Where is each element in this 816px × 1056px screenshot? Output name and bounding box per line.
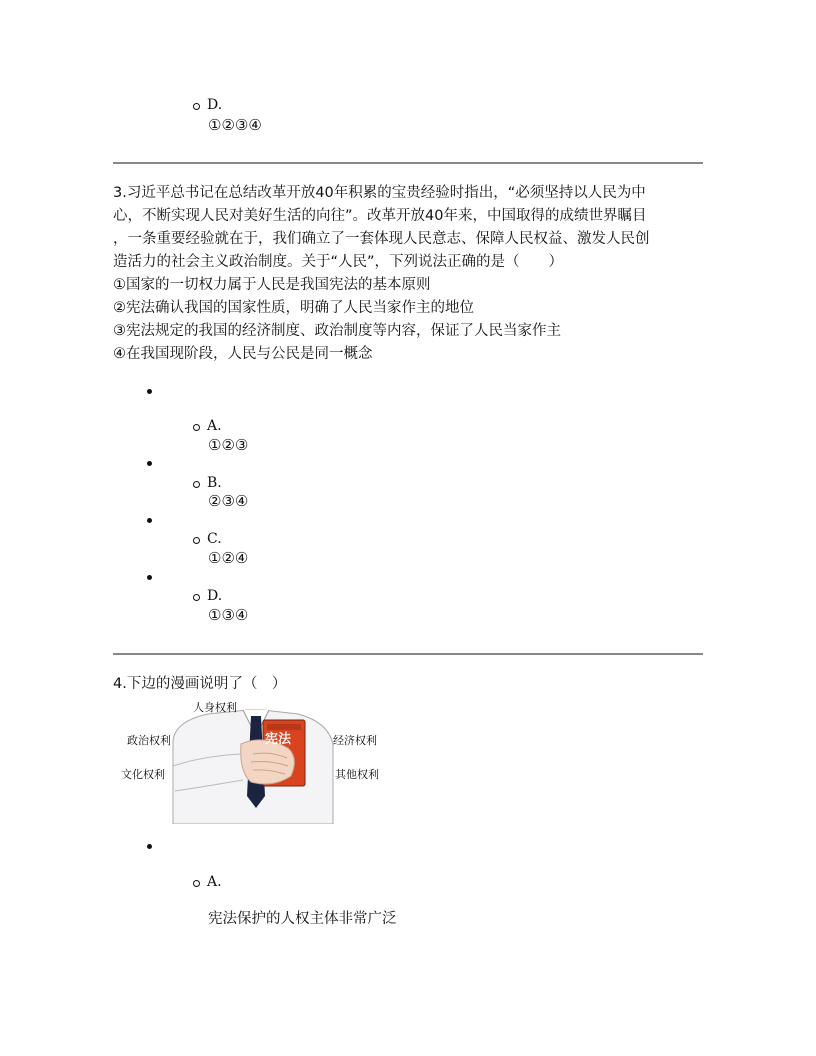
q3-line: 心，不断实现人民对美好生活的向往”。改革开放40年来，中国取得的成绩世界瞩目 — [113, 208, 647, 224]
label-political-rights: 政治权利 — [127, 734, 171, 747]
option-a-answer[interactable]: 宪法保护的人权主体非常广泛 — [208, 911, 397, 927]
bullet-icon — [147, 461, 152, 466]
q3-statement: ④在我国现阶段，人民与公民是同一概念 — [113, 346, 373, 362]
option-d-letter[interactable]: D. — [207, 588, 223, 604]
option-d-value[interactable]: ①③④ — [208, 606, 249, 624]
option-a-letter[interactable]: A. — [207, 874, 222, 890]
q3-line: ，一条重要经验就在于，我们确立了一套体现人民意志、保障人民权益、激发人民创 — [113, 231, 650, 247]
book-title: 宪法 — [265, 732, 292, 747]
option-marker-icon — [193, 537, 200, 544]
q3-line: 造活力的社会主义政治制度。关于“人民”，下列说法正确的是（ ） — [113, 254, 564, 270]
label-economic-rights: 经济权利 — [333, 734, 377, 747]
question-3-stem — [113, 182, 713, 366]
bullet-icon — [147, 389, 152, 394]
option-c-value[interactable]: ①②④ — [208, 549, 249, 567]
option-a-value[interactable]: ①②③ — [208, 436, 249, 454]
cartoon — [113, 696, 393, 824]
option-d-value: ①②③④ — [208, 116, 262, 134]
divider — [113, 653, 703, 655]
option-marker-icon — [193, 424, 200, 431]
bullet-icon — [147, 844, 152, 849]
divider — [113, 162, 703, 164]
label-personal-rights: 人身权利 — [193, 701, 237, 714]
label-cultural-rights: 文化权利 — [121, 768, 165, 781]
option-d-letter: D. — [207, 97, 223, 113]
option-a-letter[interactable]: A. — [207, 418, 222, 434]
q3-statement: ③宪法规定的我国的经济制度、政治制度等内容，保证了人民当家作主 — [113, 323, 561, 339]
option-b-letter[interactable]: B. — [207, 475, 222, 491]
option-c-letter[interactable]: C. — [207, 531, 222, 547]
bullet-icon — [147, 518, 152, 523]
option-b-value[interactable]: ②③④ — [208, 492, 249, 510]
option-marker-icon — [193, 103, 200, 110]
label-other-rights: 其他权利 — [335, 768, 379, 781]
option-marker-icon — [193, 481, 200, 488]
cartoon-figure-icon — [113, 696, 393, 824]
q3-statement: ①国家的一切权力属于人民是我国宪法的基本原则 — [113, 277, 431, 293]
bullet-icon — [147, 575, 152, 580]
q3-line: 3.习近平总书记在总结改革开放40年积累的宝贵经验时指出，“必须坚持以人民为中 — [113, 185, 646, 201]
option-marker-icon — [193, 594, 200, 601]
option-marker-icon — [193, 880, 200, 887]
question-4-stem: 4.下边的漫画说明了（ ） — [113, 676, 287, 692]
q3-statement: ②宪法确认我国的国家性质，明确了人民当家作主的地位 — [113, 300, 474, 316]
